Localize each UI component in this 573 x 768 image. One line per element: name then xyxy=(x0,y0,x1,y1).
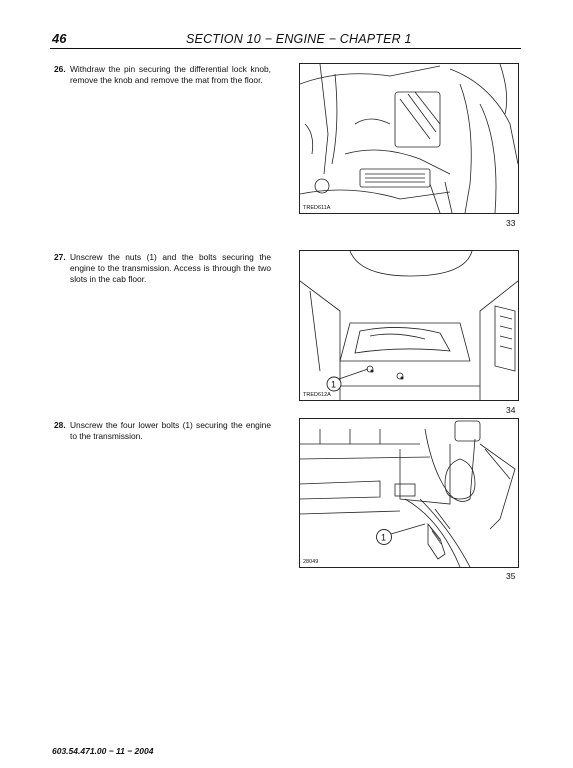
page-number: 46 xyxy=(52,31,67,46)
step-27 xyxy=(54,252,271,285)
figure-code: TRED612A xyxy=(303,392,331,398)
step-28 xyxy=(54,420,271,442)
footer-document-code: 603.54.471.00 − 11 − 2004 xyxy=(52,746,154,756)
step-text: Unscrew the four lower bolts (1) securing the engine to the transmission. xyxy=(70,420,271,441)
figure-number: 35 xyxy=(506,571,516,581)
figure-33-illustration xyxy=(300,64,518,213)
figure-35 xyxy=(299,418,519,568)
step-text: Unscrew the nuts (1) and the bolts securing the engine to the transmission. Access is through the two slots in the cab floor. xyxy=(70,252,271,284)
figure-number: 34 xyxy=(506,405,516,415)
figure-33 xyxy=(299,63,519,214)
figure-code: TRED611A xyxy=(303,205,331,211)
step-26 xyxy=(54,64,271,86)
figure-34-illustration xyxy=(300,251,518,400)
figure-34 xyxy=(299,250,519,401)
header-rule xyxy=(50,48,521,49)
figure-35-illustration xyxy=(300,419,518,567)
step-number: 27. xyxy=(54,252,66,262)
step-text: Withdraw the pin securing the differential lock knob, remove the knob and remove the mat from the floor. xyxy=(70,64,271,85)
step-number: 26. xyxy=(54,64,66,74)
section-title: SECTION 10 − ENGINE − CHAPTER 1 xyxy=(186,32,412,46)
figure-callout: 1 xyxy=(381,532,387,543)
step-number: 28. xyxy=(54,420,66,430)
figure-callout: 1 xyxy=(331,379,337,390)
figure-code: 28049 xyxy=(303,559,319,565)
figure-number: 33 xyxy=(506,218,516,228)
